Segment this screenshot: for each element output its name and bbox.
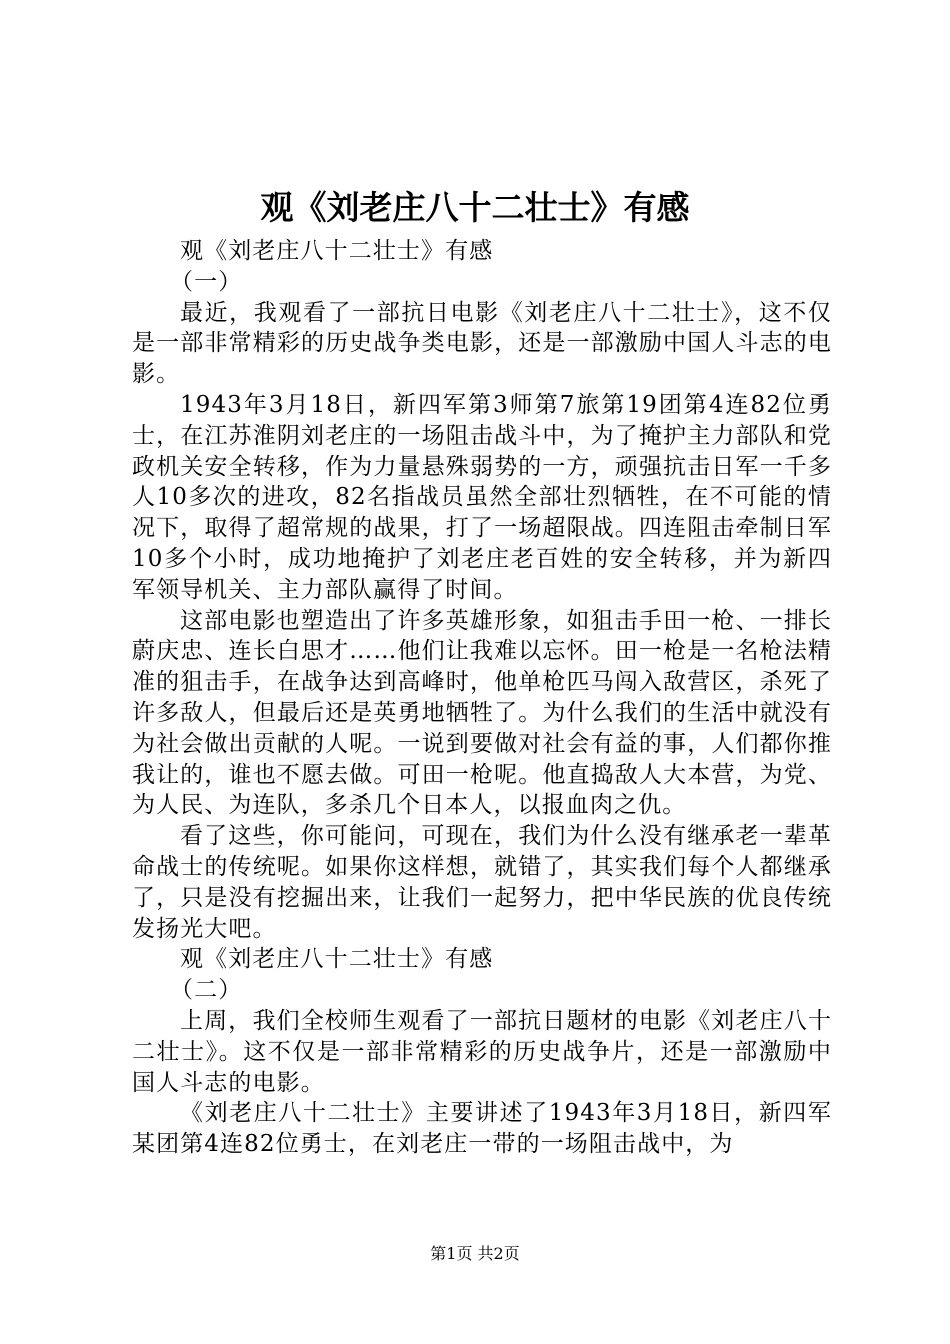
document-body xyxy=(132,236,832,1160)
article-heading: 观《刘老庄八十二壮士》有感 xyxy=(180,238,494,264)
paragraph: 这部电影也塑造出了许多英雄形象，如狙击手田一枪、一排长蔚庆忠、连长白思才……他们让我难以忘怀。田一枪是一名枪法精准的狙击手，在战争达到高峰时，他单枪匹马闯入敌营区，杀死了许多敌人，但最后还是英勇地牺牲了。为什么我们的生活中就没有为社会做出贡献的人呢。一说到要做对社会有益的事，人们都你推我让的，谁也不愿去做。可田一枪呢。他直捣敌人大本营，为党、为人民、为连队，多杀几个日本人，以报血肉之仇。 xyxy=(132,607,832,819)
paragraph: 1943年3月18日，新四军第3师第7旅第19团第4连82位勇士，在江苏淮阴刘老庄的一场阻击战斗中，为了掩护主力部队和党政机关安全转移，作为力量悬殊弱势的一方，顽强抗击日军一千多人10多次的进攻，82名指战员虽然全部壮烈牺牲，在不可能的情况下，取得了超常规的战果，打了一场超限战。四连阻击牵制日军10多个小时，成功地掩护了刘老庄老百姓的安全转移，并为新四军领导机关、主力部队赢得了时间。 xyxy=(132,391,832,603)
page-footer: 第1页 共2页 xyxy=(430,1244,520,1263)
section-number: （一） xyxy=(170,268,243,295)
section-number: （二） xyxy=(170,977,243,1004)
paragraph: 最近，我观看了一部抗日电影《刘老庄八十二壮士》，这不仅是一部非常精彩的历史战争类电影，还是一部激励中国人斗志的电影。 xyxy=(132,299,832,388)
article-heading: 观《刘老庄八十二壮士》有感 xyxy=(180,946,494,973)
document-title: 观《刘老庄八十二壮士》有感 xyxy=(260,188,690,227)
paragraph: 上周，我们全校师生观看了一部抗日题材的电影《刘老庄八十二壮士》。这不仅是一部非常精彩的历史战争片，还是一部激励中国人斗志的电影。 xyxy=(132,1007,832,1096)
paragraph: 看了这些，你可能问，可现在，我们为什么没有继承老一辈革命战士的传统呢。如果你这样想，就错了，其实我们每个人都继承了，只是没有挖掘出来，让我们一起努力，把中华民族的优良传统发扬光大吧。 xyxy=(132,823,832,942)
paragraph: 《刘老庄八十二壮士》主要讲述了1943年3月18日，新四军某团第4连82位勇士，在刘老庄一带的一场阻击战中，为 xyxy=(132,1100,832,1158)
